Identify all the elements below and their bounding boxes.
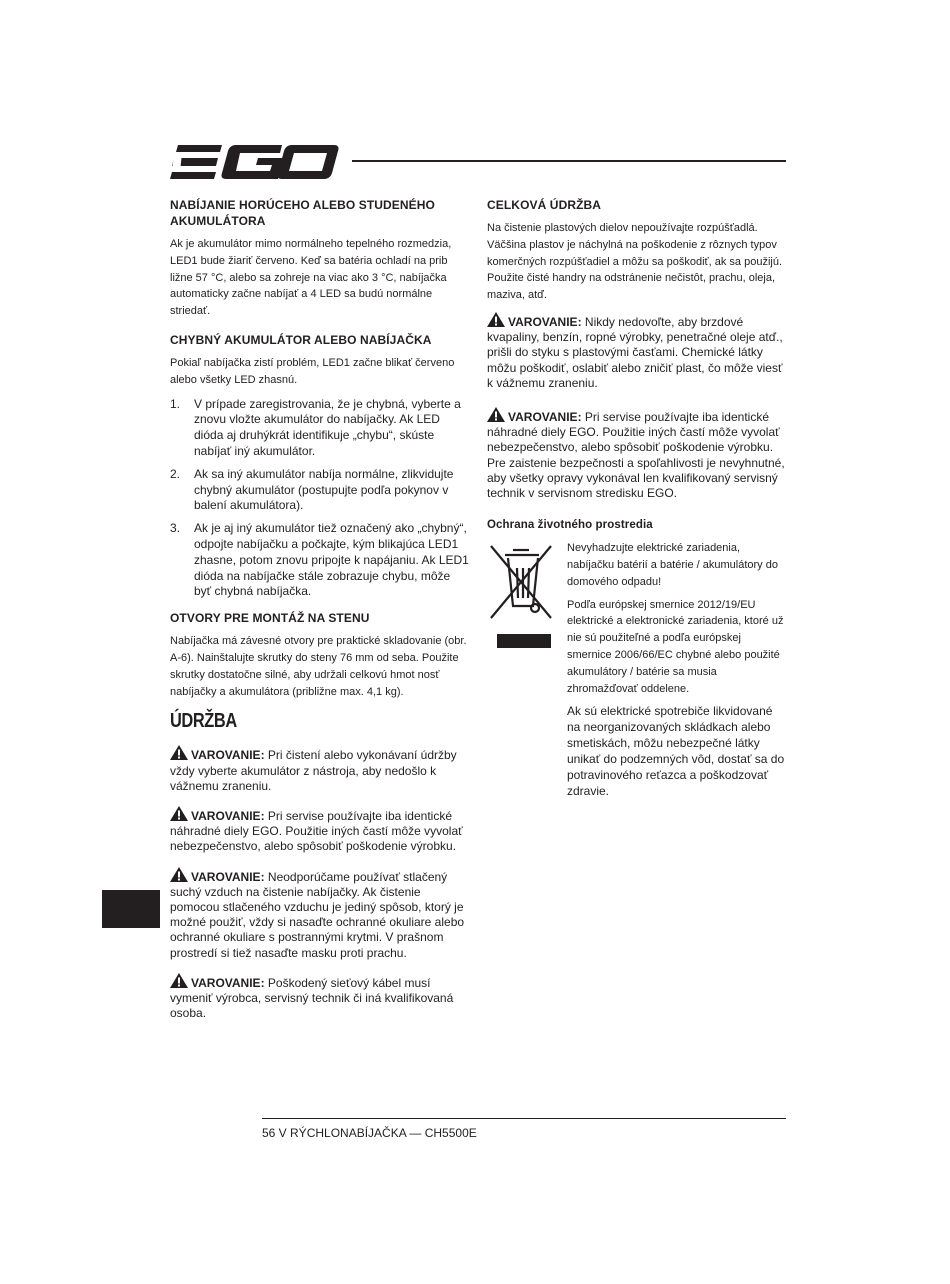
maintenance-title: ÚDRŽBA [170, 710, 237, 733]
hot-cold-heading: NABÍJANIE HORÚCEHO ALEBO STUDENÉHO AKUMULÁTORA [170, 198, 435, 228]
page-footer: 56 V RÝCHLONABÍJAČKA — CH5500E [262, 1126, 477, 1140]
general-maintenance-heading: CELKOVÁ ÚDRŽBA [487, 198, 602, 212]
section-tab-marker [102, 890, 160, 928]
list-item: 2. Ak sa iný akumulátor nabíja normálne, zlikvidujte chybný akumulátor (postupujte podľa pokynov v balení akumulátora). [170, 466, 454, 513]
list-item: 3. Ak je aj iný akumulátor tiež označený ako „chybný“, odpojte nabíjačku a počkajte, kým blikajúca LED1 zhasne, potom znovu pripojte k napájaniu. Ak LED1 dióda na nabíjačke stále zobrazuje chybu, môže byť chybná nabíjačka. [170, 521, 469, 599]
environment-heading: Ochrana životného prostredia [487, 519, 653, 532]
header-rule [352, 160, 786, 162]
warning-paragraph: VAROVANIE: Pri servise používajte iba identické náhradné diely EGO. Použitie iných častí môže vyvolať nebezpečenstvo, alebo spôsobiť poškodenie výrobku. [170, 806, 470, 855]
ego-logo [170, 143, 340, 181]
warning-icon [170, 745, 188, 760]
warning-icon [487, 312, 505, 327]
warning-icon [487, 407, 505, 422]
left-column [170, 197, 470, 1033]
warning-paragraph: VAROVANIE: Nikdy nedovoľte, aby brzdové kvapaliny, benzín, ropné výrobky, penetračné oleje atď., prišli do styku s plastovými časťami. Chemické látky môžu poškodiť, oslabiť alebo zničiť plast, čo môže viesť k vážnemu zraneniu. [487, 312, 787, 391]
mounting-text: Nabíjačka má závesné otvory pre praktické skladovanie (obr. A-6). Nainštalujte skrutky do steny 76 mm od seba. Použite skrutky dostatočne silné, aby udržali celkovú hmot nosť nabíjačky a akumulátora (približne max. 4,1 kg). [170, 635, 467, 698]
warning-icon [170, 806, 188, 821]
environment-section [487, 540, 787, 799]
warning-paragraph: VAROVANIE: Pri servise používajte iba identické náhradné diely EGO. Použitie iných častí môže vyvolať nebezpečenstvo, alebo spôsobiť poškodenie výrobku. Pre zaistenie bezpečnosti a spoľahlivosti je nevyhnutné, aby všetky opravy vykonával len kvalifikovaný servisný technik v servisnom stredisku EGO. [487, 407, 787, 501]
environment-text-3: Ak sú elektrické spotrebiče likvidované na neorganizovaných skládkach alebo smetiskách, môžu nebezpečné látky unikať do podzemných vôd, dostať sa do potravinového reťazca a poškodzovať zdravie. [567, 704, 785, 799]
warning-paragraph: VAROVANIE: Poškodený sieťový kábel musí vymeniť výrobca, servisný technik či iná kvalifikovaná osoba. [170, 973, 470, 1022]
warning-icon [170, 867, 188, 882]
warning-icon [170, 973, 188, 988]
general-maintenance-text: Na čistenie plastových dielov nepoužívajte rozpúšťadlá. Väčšina plastov je náchylná na poškodenie z rôznych typov komerčných rozpúšťadiel a môžu sa poškodiť, ak sa použijú. Použite čisté handry na odstránenie nečistôt, prachu, oleja, maziva, atď. [487, 222, 783, 302]
crossed-out-wheelie-bin-icon [487, 542, 555, 652]
faulty-text: Pokiaľ nabíjačka zistí problém, LED1 začne blikať červeno alebo všetky LED zhasnú. [170, 356, 455, 386]
faulty-steps-list [170, 397, 470, 601]
warning-paragraph: VAROVANIE: Neodporúčame používať stlačený suchý vzduch na čistenie nabíjačky. Ak čistenie pomocou stlačeného vzduchu je jediný spôsob, ktorý je možné použiť, vždy si nasaďte ochranné okuliare alebo ochranné okuliare s postrannými krytmi. V prašnom prostredí si tiež nasaďte masku proti prachu. [170, 867, 470, 961]
environment-text-2: Podľa európskej smernice 2012/19/EU elektrické a elektronické zariadenia, ktoré už nie sú použiteľné a podľa európskej smernice 2006/66/EC chybné alebo použité akumulátory / batérie sa musia zhromažďovať oddelene. [567, 598, 784, 695]
warning-paragraph: VAROVANIE: Pri čistení alebo vykonávaní údržby vždy vyberte akumulátor z nástroja, aby nedošlo k vážnemu zraneniu. [170, 745, 470, 794]
environment-text-1: Nevyhadzujte elektrické zariadenia, nabíjačku batérií a batérie / akumulátory do domového odpadu! [567, 542, 778, 588]
mounting-heading: OTVORY PRE MONTÁŽ NA STENU [170, 611, 370, 626]
faulty-heading: CHYBNÝ AKUMULÁTOR ALEBO NABÍJAČKA [170, 332, 432, 347]
footer-rule [262, 1118, 786, 1119]
list-item: 1. V prípade zaregistrovania, že je chybná, vyberte a znovu vložte akumulátor do nabíjačky. Ak LED dióda aj druhýkrát identifikuje „chybu“, skúste nabíjať iný akumulátor. [170, 396, 461, 458]
hot-cold-text: Ak je akumulátor mimo normálneho tepelného rozmedzia, LED1 bude žiariť červeno. Keď sa batéria ochladí na prib ližne 57 °C, alebo sa zohreje na viac ako 3 °C, nabíjačka automaticky začne nabíjať a 4 LED sa budú normálne striedať. [170, 238, 452, 318]
right-column [487, 197, 787, 799]
